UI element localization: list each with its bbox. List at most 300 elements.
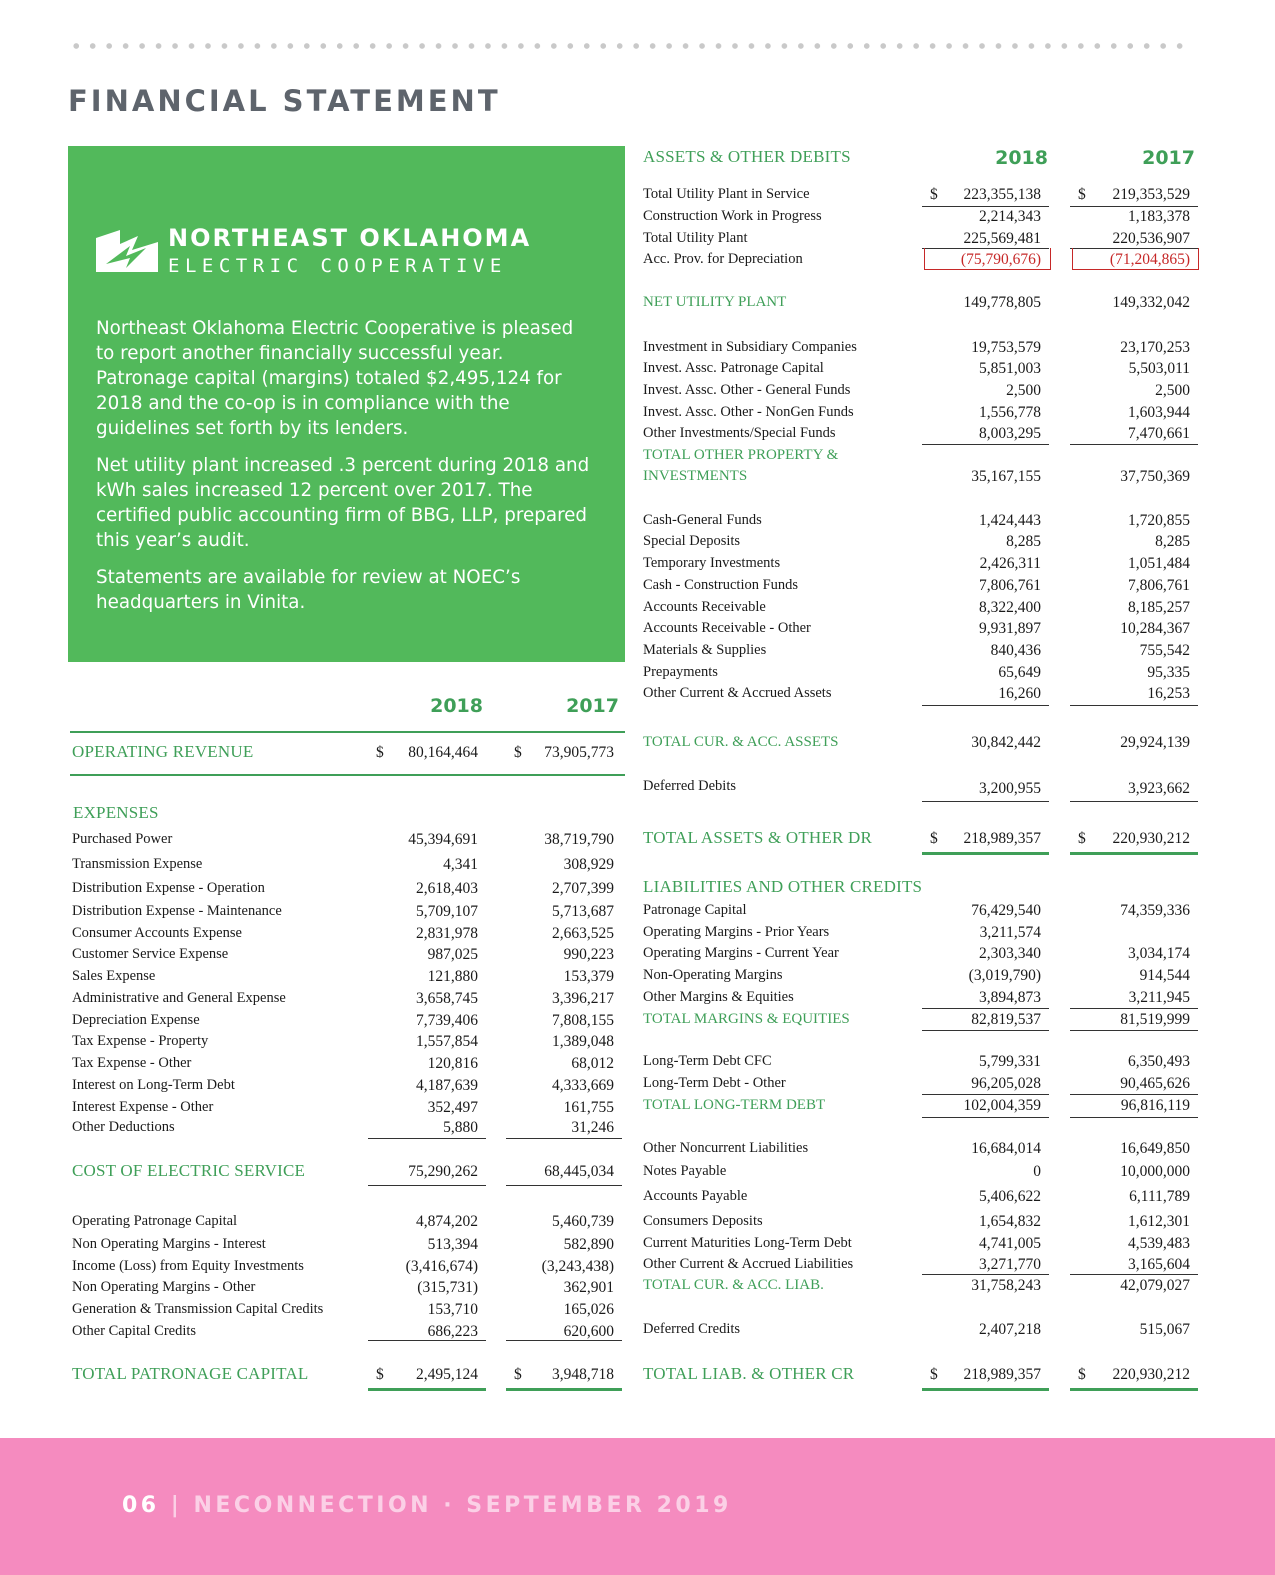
value-2017: 73,905,773 (544, 744, 614, 761)
value-2018: 225,569,481 (963, 230, 1041, 247)
year-header-2017: 2017 (1142, 147, 1195, 169)
value-2017: 95,335 (1147, 664, 1190, 681)
rule-line (1070, 206, 1198, 207)
row-label: Acc. Prov. for Depreciation (643, 251, 803, 267)
value-2018: 8,322,400 (979, 599, 1041, 616)
current-liability-row (643, 1254, 1203, 1276)
value-2018: 82,819,537 (971, 1011, 1041, 1028)
footer-separator: | (159, 1493, 194, 1518)
row-label: Non Operating Margins - Interest (72, 1236, 266, 1252)
expense-row (72, 966, 628, 988)
expense-row (72, 854, 628, 876)
value-2017: 8,185,257 (1128, 599, 1190, 616)
dotted-divider (68, 42, 1188, 50)
row-label: Generation & Transmission Capital Credits (72, 1301, 324, 1317)
current-liability-row (643, 1186, 1203, 1208)
value-2017: 914,544 (1139, 967, 1190, 984)
row-label: Other Noncurrent Liabilities (643, 1140, 809, 1156)
value-2018: 223,355,138 (963, 186, 1041, 203)
rule-line (1070, 705, 1198, 706)
value-2017: 5,460,739 (552, 1213, 614, 1230)
row-label: Deferred Debits (643, 778, 736, 794)
lightning-logo-icon (96, 230, 158, 272)
expense-row (72, 923, 628, 945)
value-2017: 755,542 (1139, 642, 1190, 659)
value-2018: 1,654,832 (979, 1213, 1041, 1230)
value-2018: 3,271,770 (979, 1256, 1041, 1273)
value-2018: 840,436 (990, 642, 1041, 659)
row-label: ASSETS & OTHER DEBITS (643, 147, 851, 166)
rule-line (70, 774, 625, 776)
value-2017: 3,211,945 (1128, 989, 1190, 1006)
value-2017: 515,067 (1139, 1321, 1190, 1338)
expense-row (72, 829, 628, 851)
rule-line (1070, 801, 1198, 802)
rule-line (922, 801, 1049, 802)
rule-line (368, 1340, 486, 1341)
value-2018: 2,214,343 (979, 208, 1041, 225)
value-2017: 153,379 (563, 968, 614, 985)
value-2018: 2,618,403 (416, 880, 478, 897)
row-label: Total Utility Plant (643, 230, 748, 246)
row-label: Interest on Long-Term Debt (72, 1077, 235, 1093)
rule-line (922, 444, 1049, 445)
row-label: TOTAL CUR. & ACC. ASSETS (643, 734, 839, 750)
value-2018: 121,880 (427, 968, 478, 985)
investment-row (643, 402, 1203, 424)
currency-symbol: $ (514, 1366, 522, 1383)
value-2018: (3,019,790) (968, 967, 1041, 984)
value-2017: 219,353,529 (1112, 186, 1190, 203)
row-label: Invest. Assc. Other - NonGen Funds (643, 404, 854, 420)
operating-revenue-row (72, 742, 628, 764)
value-2017: 37,750,369 (1120, 468, 1190, 485)
value-2017: 6,111,789 (1129, 1188, 1190, 1205)
value-2018: 9,931,897 (979, 620, 1041, 637)
total-long-term-row (643, 1095, 1203, 1117)
row-label: Total Utility Plant in Service (643, 186, 810, 202)
row-label: Distribution Expense - Operation (72, 880, 265, 896)
rule-line (922, 1117, 1049, 1118)
value-2018: 16,260 (998, 685, 1041, 702)
current-liability-row (643, 1161, 1203, 1183)
value-2018: 7,739,406 (416, 1012, 478, 1029)
value-2017: 4,539,483 (1128, 1235, 1190, 1252)
row-label: Consumer Accounts Expense (72, 925, 242, 941)
current-asset-row (643, 640, 1203, 662)
liabilities-heading-row (643, 877, 1203, 899)
total-liabilities-row (643, 1364, 1203, 1386)
value-2018: 1,556,778 (979, 404, 1041, 421)
expense-row (72, 1031, 628, 1053)
margin-row (72, 1299, 628, 1321)
value-2018: 2,303,340 (979, 945, 1041, 962)
row-label: Other Investments/Special Funds (643, 425, 836, 441)
row-label: Accounts Receivable - Other (643, 620, 811, 636)
total-other-property-row (643, 466, 1203, 488)
expenses-heading: EXPENSES (73, 803, 159, 822)
value-2018: (315,731) (417, 1279, 478, 1296)
row-label: Sales Expense (72, 968, 156, 984)
value-2017: 362,901 (563, 1279, 614, 1296)
value-2017: 149,332,042 (1112, 294, 1190, 311)
current-asset-row (643, 662, 1203, 684)
value-2018: 31,758,243 (971, 1277, 1041, 1294)
long-term-debt-row (643, 1051, 1203, 1073)
value-2018: 2,500 (1006, 382, 1041, 399)
coop-logo (96, 224, 536, 276)
value-2017: 5,713,687 (552, 903, 614, 920)
intro-panel (68, 146, 625, 662)
total-current-assets-row (643, 732, 1203, 754)
publication-name: NECONNECTION · SEPTEMBER 2019 (193, 1493, 732, 1518)
currency-symbol: $ (514, 744, 522, 761)
value-2018: 0 (1033, 1163, 1041, 1180)
value-2017: 10,284,367 (1120, 620, 1190, 637)
equity-row (643, 965, 1203, 987)
value-2018: 4,874,202 (416, 1213, 478, 1230)
value-2018: 4,341 (443, 856, 478, 873)
rule-line (368, 1138, 486, 1139)
year-header-2018: 2018 (995, 147, 1048, 169)
currency-symbol: $ (1078, 830, 1086, 847)
row-label: Long-Term Debt - Other (643, 1075, 786, 1091)
rule-line (506, 1388, 622, 1391)
value-2017: 31,246 (571, 1119, 614, 1136)
value-2017: 1,051,484 (1128, 555, 1190, 572)
value-2017: 990,223 (563, 946, 614, 963)
row-label: Operating Margins - Prior Years (643, 924, 830, 940)
long-term-debt-row (643, 1073, 1203, 1095)
value-2017: 7,470,661 (1128, 425, 1190, 442)
value-2018: 3,894,873 (979, 989, 1041, 1006)
value-2017: 7,806,761 (1128, 577, 1190, 594)
value-2018: 30,842,442 (971, 734, 1041, 751)
value-2018: 218,989,357 (963, 1366, 1041, 1383)
logo-subtitle: ELECTRIC COOPERATIVE (168, 255, 507, 277)
row-label: Materials & Supplies (643, 642, 767, 658)
value-2018: 80,164,464 (408, 744, 478, 761)
row-label: Invest. Assc. Other - General Funds (643, 382, 851, 398)
row-label: Depreciation Expense (72, 1012, 200, 1028)
value-2017: 308,929 (563, 856, 614, 873)
row-label: Other Current & Accrued Assets (643, 685, 832, 701)
row-label: Income (Loss) from Equity Investments (72, 1258, 304, 1274)
expense-row (72, 878, 628, 900)
value-2018: 153,710 (427, 1301, 478, 1318)
rule-line (1070, 1388, 1198, 1391)
current-asset-row (643, 683, 1203, 705)
investment-row (643, 337, 1203, 359)
currency-symbol: $ (930, 830, 938, 847)
value-2017: 582,890 (563, 1236, 614, 1253)
total-current-liab-row (643, 1275, 1203, 1297)
value-2017: 220,536,907 (1112, 230, 1190, 247)
value-2017: 220,930,212 (1112, 830, 1190, 847)
value-2017: 8,285 (1155, 533, 1190, 550)
row-label: Notes Payable (643, 1163, 727, 1179)
row-label: NET UTILITY PLANT (643, 294, 787, 310)
value-2017: 1,389,048 (552, 1033, 614, 1050)
value-2018: 987,025 (427, 946, 478, 963)
expense-row (72, 1097, 628, 1119)
depreciation-box-2018 (924, 248, 1051, 270)
expense-row (72, 901, 628, 923)
value-2018: 65,649 (998, 664, 1041, 681)
value-2017: 96,816,119 (1120, 1097, 1190, 1114)
rule-line (1070, 444, 1198, 445)
rule-line (506, 1340, 622, 1341)
value-2017: 5,503,011 (1128, 360, 1190, 377)
value-2018: 5,406,622 (979, 1188, 1041, 1205)
total-patronage-row (72, 1364, 628, 1386)
row-label: Interest Expense - Other (72, 1099, 214, 1115)
row-label: TOTAL MARGINS & EQUITIES (643, 1011, 850, 1027)
value-2017: 3,034,174 (1128, 945, 1190, 962)
rule-line (70, 731, 625, 733)
value-2018: 76,429,540 (971, 902, 1041, 919)
value-2017: (71,204,865) (1109, 251, 1190, 268)
value-2018: 8,285 (1006, 533, 1041, 550)
value-2017: 6,350,493 (1128, 1053, 1190, 1070)
currency-symbol: $ (376, 1366, 384, 1383)
value-2017: 1,183,378 (1128, 208, 1190, 225)
value-2017: 74,359,336 (1120, 902, 1190, 919)
row-label: OPERATING REVENUE (72, 742, 254, 761)
value-2017: (3,243,438) (541, 1258, 614, 1275)
row-label: Operating Margins - Current Year (643, 945, 839, 961)
rule-line (922, 206, 1049, 207)
current-liability-row (643, 1233, 1203, 1255)
margin-row (72, 1211, 628, 1233)
value-2017: 7,808,155 (552, 1012, 614, 1029)
footer-text (122, 1493, 732, 1518)
expense-row (72, 1117, 628, 1139)
value-2017: 3,923,662 (1128, 780, 1190, 797)
currency-symbol: $ (1078, 186, 1086, 203)
value-2018: 4,187,639 (416, 1077, 478, 1094)
intro-paragraph: Net utility plant increased .3 percent during 2018 and kWh sales increased 12 percent over 2017. The certified public accounting firm of BBG, LLP, prepared this year’s audit. (96, 455, 590, 551)
currency-symbol: $ (930, 186, 938, 203)
value-2017: 2,707,399 (552, 880, 614, 897)
rule-line (506, 1185, 622, 1186)
row-label: Other Margins & Equities (643, 989, 794, 1005)
row-label: TOTAL ASSETS & OTHER DR (643, 828, 872, 847)
year-header-2017: 2017 (566, 695, 619, 717)
row-label: Invest. Assc. Patronage Capital (643, 360, 824, 376)
currency-symbol: $ (376, 744, 384, 761)
value-2018: 16,684,014 (971, 1140, 1041, 1157)
currency-symbol: $ (1078, 1366, 1086, 1383)
equity-row (643, 943, 1203, 965)
row-label: Accounts Receivable (643, 599, 766, 615)
row-label: Consumers Deposits (643, 1213, 763, 1229)
net-utility-plant-row (643, 292, 1203, 314)
value-2018: 45,394,691 (408, 831, 478, 848)
value-2018: 218,989,357 (963, 830, 1041, 847)
value-2018: 120,816 (427, 1055, 478, 1072)
value-2017: 16,649,850 (1120, 1140, 1190, 1157)
value-2017: 165,026 (563, 1301, 614, 1318)
page-footer (0, 1438, 1275, 1575)
total-other-property-label: TOTAL OTHER PROPERTY & (643, 447, 839, 463)
page-title: FINANCIAL STATEMENT (68, 84, 501, 118)
current-asset-row (643, 510, 1203, 532)
value-2017: 42,079,027 (1120, 1277, 1190, 1294)
year-header-2018: 2018 (430, 695, 483, 717)
value-2017: 2,500 (1155, 382, 1190, 399)
value-2017: 81,519,999 (1120, 1011, 1190, 1028)
margin-row (72, 1277, 628, 1299)
equity-row (643, 922, 1203, 944)
value-2018: 352,497 (427, 1099, 478, 1116)
value-2017: 10,000,000 (1120, 1163, 1190, 1180)
row-label: Customer Service Expense (72, 946, 229, 962)
row-label: Transmission Expense (72, 856, 203, 872)
value-2018: 2,495,124 (416, 1366, 478, 1383)
value-2017: 1,612,301 (1128, 1213, 1190, 1230)
rule-line (1070, 1117, 1198, 1118)
current-asset-row (643, 597, 1203, 619)
equity-row (643, 900, 1203, 922)
value-2018: 3,658,745 (416, 990, 478, 1007)
value-2017: 16,253 (1147, 685, 1190, 702)
intro-paragraph: Northeast Oklahoma Electric Cooperative is pleased to report another financially successful year. Patronage capital (margins) totaled $2,495,124 for 2018 and the co-op is in compliance with the guidelines set forth by its lenders. (96, 318, 574, 439)
current-asset-row (643, 553, 1203, 575)
row-label: Administrative and General Expense (72, 990, 286, 1006)
row-label: Tax Expense - Other (72, 1055, 192, 1071)
value-2018: (3,416,674) (405, 1258, 478, 1275)
expense-row (72, 1010, 628, 1032)
value-2018: 2,407,218 (979, 1321, 1041, 1338)
margin-row (72, 1256, 628, 1278)
deferred-credits-row (643, 1319, 1203, 1341)
row-label: Operating Patronage Capital (72, 1213, 238, 1229)
row-label: Other Current & Accrued Liabilities (643, 1256, 854, 1272)
row-label: COST OF ELECTRIC SERVICE (72, 1161, 306, 1180)
value-2018: 2,426,311 (979, 555, 1041, 572)
value-2018: 96,205,028 (971, 1075, 1041, 1092)
value-2017: 90,465,626 (1120, 1075, 1190, 1092)
row-label: Non-Operating Margins (643, 967, 783, 983)
value-2017: 68,012 (571, 1055, 614, 1072)
current-asset-row (643, 618, 1203, 640)
value-2018: 35,167,155 (971, 468, 1041, 485)
row-label: Distribution Expense - Maintenance (72, 903, 282, 919)
rule-line (368, 1388, 486, 1391)
total-assets-row (643, 828, 1203, 850)
margin-row (72, 1234, 628, 1256)
expense-row (72, 988, 628, 1010)
value-2017: 1,603,944 (1128, 404, 1190, 421)
value-2018: (75,790,676) (960, 251, 1041, 268)
row-label: TOTAL LIAB. & OTHER CR (643, 1364, 855, 1383)
rule-line (506, 1138, 622, 1139)
deferred-debits-values (643, 778, 1203, 800)
intro-paragraph: Statements are available for review at NOEC’s headquarters in Vinita. (96, 567, 521, 613)
value-2018: 5,851,003 (979, 360, 1041, 377)
row-label: Current Maturities Long-Term Debt (643, 1235, 852, 1251)
value-2017: 68,445,034 (544, 1163, 614, 1180)
expense-row (72, 1053, 628, 1075)
investment-row (643, 358, 1203, 380)
cost-of-service-row (72, 1161, 628, 1183)
row-label: Prepayments (643, 664, 718, 680)
rule-line (922, 1030, 1049, 1031)
row-label: TOTAL LONG-TERM DEBT (643, 1097, 826, 1113)
value-2017: 3,165,604 (1128, 1256, 1190, 1273)
value-2017: 161,755 (563, 1099, 614, 1116)
value-2017: 29,924,139 (1120, 734, 1190, 751)
value-2018: 3,200,955 (979, 780, 1041, 797)
row-label: TOTAL PATRONAGE CAPITAL (72, 1364, 309, 1383)
intro-text (96, 316, 596, 627)
plant-row (643, 184, 1203, 206)
row-label: Purchased Power (72, 831, 173, 847)
plant-row (643, 228, 1203, 250)
row-label: Long-Term Debt CFC (643, 1053, 772, 1069)
row-label: TOTAL CUR. & ACC. LIAB. (643, 1277, 824, 1293)
depreciation-box-2017 (1072, 248, 1199, 270)
row-label: Accounts Payable (643, 1188, 748, 1204)
rule-line (922, 705, 1049, 706)
row-label: Patronage Capital (643, 902, 747, 918)
row-label: Cash - Construction Funds (643, 577, 799, 593)
value-2017: 220,930,212 (1112, 1366, 1190, 1383)
rule-line (1070, 852, 1198, 855)
value-2017: 38,719,790 (544, 831, 614, 848)
value-2018: 2,831,978 (416, 925, 478, 942)
value-2017: 1,720,855 (1128, 512, 1190, 529)
value-2018: 8,003,295 (979, 425, 1041, 442)
row-label: Cash-General Funds (643, 512, 762, 528)
value-2018: 513,394 (427, 1236, 478, 1253)
row-label: Investment in Subsidiary Companies (643, 339, 857, 355)
value-2018: 75,290,262 (408, 1163, 478, 1180)
value-2017: 4,333,669 (552, 1077, 614, 1094)
value-2018: 686,223 (427, 1323, 478, 1340)
value-2018: 102,004,359 (963, 1097, 1041, 1114)
row-label: LIABILITIES AND OTHER CREDITS (643, 877, 923, 896)
value-2017: 3,948,718 (552, 1366, 614, 1383)
value-2017: 3,396,217 (552, 990, 614, 1007)
investment-row (643, 380, 1203, 402)
currency-symbol: $ (930, 1366, 938, 1383)
total-equities-row (643, 1009, 1203, 1031)
current-liability-row (643, 1138, 1203, 1160)
page-number: 06 (122, 1493, 160, 1518)
current-liability-row (643, 1211, 1203, 1233)
rule-line (922, 852, 1049, 855)
value-2017: 23,170,253 (1120, 339, 1190, 356)
row-label: Temporary Investments (643, 555, 781, 571)
value-2018: 5,799,331 (979, 1053, 1041, 1070)
value-2018: 1,424,443 (979, 512, 1041, 529)
value-2018: 5,709,107 (416, 903, 478, 920)
value-2018: 4,741,005 (979, 1235, 1041, 1252)
expense-row (72, 944, 628, 966)
row-label: Construction Work in Progress (643, 208, 822, 224)
row-label: Other Deductions (72, 1119, 175, 1135)
row-label: Tax Expense - Property (72, 1033, 209, 1049)
value-2017: 620,600 (563, 1323, 614, 1340)
row-label: Other Capital Credits (72, 1323, 197, 1339)
value-2018: 3,211,574 (979, 924, 1041, 941)
plant-row (643, 206, 1203, 228)
value-2018: 19,753,579 (971, 339, 1041, 356)
value-2018: 7,806,761 (979, 577, 1041, 594)
investment-row (643, 423, 1203, 445)
